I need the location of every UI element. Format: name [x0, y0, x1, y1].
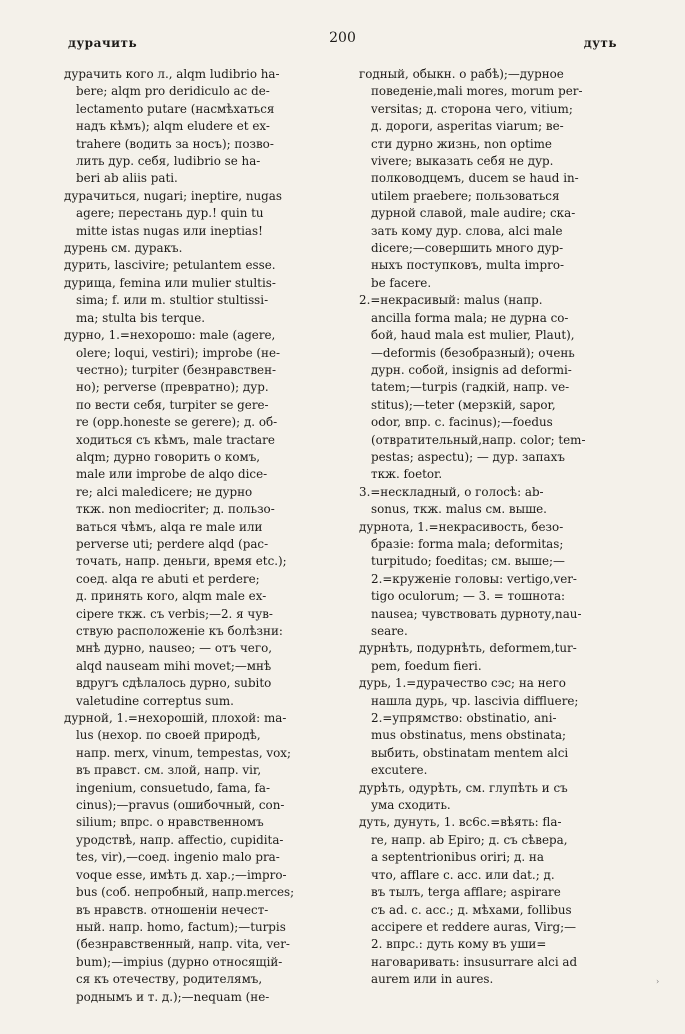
entry-line: ума сходить. [371, 798, 451, 813]
entry-headline: дурачиться, nugari; ineptire, nugas [64, 188, 282, 203]
entry-line: (безнравственный, напр. vita, ver- [76, 937, 290, 952]
entry-line: зать кому дур. слова, alci male [371, 223, 563, 238]
entry-line: bum);—impius (дурно относящiй- [76, 954, 283, 969]
dictionary-entry [359, 292, 627, 483]
entry-line: dicere;—совершить много дур- [371, 241, 564, 256]
entry-line: ся къ отечеству, родителямъ, [76, 972, 263, 987]
dictionary-entry [64, 275, 332, 327]
entry-line: voque esse, имѣть д. хар.;—impro- [76, 867, 287, 882]
entry-line: cinus);—pravus (ошибочный, con- [76, 798, 285, 813]
entry-line: bus (соб. непробный, напр.merces; [76, 885, 295, 900]
entry-line: соед. alqa re abuti et perdere; [76, 571, 260, 586]
entry-line: что, afflare с. acc. или dat.; д. [371, 867, 555, 882]
entry-headline: 2.=некрасивый: malus (напр. [359, 293, 543, 308]
entry-headline: дурѣть, одурѣть, см. глупѣть и съ [359, 780, 568, 795]
dictionary-entry [359, 780, 627, 815]
entry-line: bere; alqm pro deridiculo ac de- [76, 84, 270, 99]
entry-headline: дурь, 1.=дурачество сэс; на него [359, 676, 566, 691]
entry-headline: дурнѣть, подурнѣть, deformem,tur- [359, 641, 577, 656]
page-number: 200 [329, 30, 356, 46]
entry-line: д. принять кого, alqm male ex- [76, 589, 267, 604]
entry-line: ancilla forma mala; не дурна со- [371, 310, 569, 325]
dictionary-entry [64, 188, 332, 240]
entry-line: alqm; дурно говорить о комъ, [76, 449, 261, 464]
entry-line: re; alci maledicere; не дурно [76, 484, 253, 499]
entry-line: versitas; д. сторона чего, vitium; [371, 101, 573, 116]
entry-line: точать, напр. деньги, время etc.); [76, 554, 287, 569]
entry-line: надъ кѣмъ); alqm eludere et ex- [76, 119, 270, 134]
entry-headline: годный, обыкн. о рабѣ);—дурное [359, 67, 564, 81]
entry-line: re, напр. ab Epiro; д. съ сѣвера, [371, 832, 568, 847]
entry-line: напр. merx, vinum, tempestas, vox; [76, 745, 292, 760]
dictionary-entry [359, 66, 627, 292]
entry-line: odor, впр. с. facinus);—foedus [371, 415, 553, 430]
entry-line: pestas; aspectu); — дур. запахъ [371, 449, 565, 464]
entry-line: въ нравств. отношенiи нечест- [76, 902, 269, 917]
entry-line: выбить, obstinatam mentem alci [371, 745, 569, 760]
entry-line: мнѣ дурно, nauseo; — отъ чего, [76, 641, 273, 656]
dictionary-entry [64, 327, 332, 710]
entry-line: —deformis (безобразный); очень [371, 345, 575, 360]
entry-line: silium; впрс. о нравственномъ [76, 815, 264, 830]
entry-line: olere; loqui, vestiri); improbe (не- [76, 345, 281, 360]
entry-line: excutere. [371, 763, 428, 778]
entry-line: роднымъ и т. д.);—nequam (не- [76, 989, 270, 1004]
entry-line: pem, foedum fieri. [371, 658, 482, 673]
right-running-headword: дуть [583, 36, 617, 50]
entry-line: 2. впрс.: дуть кому въ уши= [371, 937, 547, 952]
entry-headline: дурачить кого л., alqm ludibrio ha- [64, 67, 280, 81]
entry-line: accipere et reddere auras, Virg;— [371, 919, 576, 934]
right-column [359, 66, 627, 989]
entry-line: ходиться съ кѣмъ, male tractare [76, 432, 275, 447]
dictionary-entry [359, 675, 627, 779]
entry-line: vivere; выказать себя не дур. [371, 154, 554, 169]
entry-line: ma; stulta bis terque. [76, 310, 206, 325]
entry-line: mitte istas nugas или ineptias! [76, 223, 263, 238]
dictionary-entry [64, 710, 332, 1006]
entry-line: be facere. [371, 275, 432, 290]
entry-line: д. дороги, asperitas viarum; ве- [371, 119, 564, 134]
entry-line: lus (нехор. по своей природѣ, [76, 728, 261, 743]
entry-line: seare. [371, 624, 408, 638]
entry-line: nausea; чувствовать дурноту,nau- [371, 606, 582, 621]
entry-line: tigo oculorum; — 3. = тошнота: [371, 589, 566, 604]
left-column [64, 66, 332, 1006]
entry-line: male или improbe de alqo dice- [76, 467, 268, 482]
entry-line: re (opp.honeste se gerere); д. об- [76, 415, 278, 430]
entry-line: utilem praebere; пользоваться [371, 188, 560, 203]
entry-line: cipere ткж. съ verbis;—2. я чув- [76, 606, 273, 621]
entry-line: дурной славой, male audire; ска- [371, 206, 576, 221]
entry-headline: дурень см. дуракъ. [64, 241, 183, 256]
entry-line: въ правст. см. злой, напр. vir, [76, 763, 262, 778]
entry-line: (отвратительный,напр. color; tem- [371, 432, 586, 447]
entry-headline: дурища, femina или mulier stultis- [64, 275, 276, 290]
entry-line: ткж. foetor. [371, 467, 443, 482]
entry-line: но); perverse (превратно); дур. [76, 380, 269, 395]
entry-line: sima; f. или m. stultior stultissi- [76, 293, 269, 308]
entry-line: въ тылъ, terga afflare; aspirare [371, 885, 561, 900]
entry-line: 2.=круженiе головы: vertigo,ver- [371, 571, 577, 586]
entry-line: по вести себя, turpiter se gere- [76, 397, 269, 412]
entry-line: beri ab aliis pati. [76, 171, 178, 186]
entry-line: mus obstinatus, mens obstinata; [371, 728, 567, 743]
entry-line: вдругъ сдѣлалось дурно, subito [76, 676, 272, 691]
entry-headline: 3.=нескладный, о голосѣ: ab- [359, 484, 544, 499]
dictionary-entry [359, 640, 627, 675]
entry-line: ный. напр. homo, factum);—turpis [76, 919, 286, 934]
entry-line: поведенiе,mali mores, morum per- [371, 84, 583, 99]
entry-line: alqd nauseam mihi movet;—мнѣ [76, 658, 272, 673]
entry-line: бразiе: forma mala; deformitas; [371, 536, 564, 551]
entry-line: turpitudo; foeditas; см. выше;— [371, 554, 565, 569]
entry-line: лить дур. себя, ludibrio se ha- [76, 154, 261, 169]
entry-headline: дурить, lascivire; petulantem esse. [64, 258, 276, 273]
entry-line: наговаривать: insusurrare alci ad [371, 954, 578, 969]
entry-line: perverse uti; perdere alqd (рас- [76, 536, 269, 551]
entry-line: stitus);—teter (мерзкiй, sapor, [371, 397, 556, 412]
entry-line: a septentrionibus oriri; д. на [371, 850, 544, 865]
entry-line: tatem;—turpis (гадкiй, напр. ve- [371, 380, 570, 395]
entry-line: бой, haud mala est mulier, Plaut), [371, 328, 575, 343]
page-header [60, 30, 625, 54]
entry-line: trahere (водить за носъ); позво- [76, 136, 274, 151]
entry-line: 2.=упрямство: obstinatio, ani- [371, 711, 557, 726]
entry-line: ваться чѣмъ, alqa re male или [76, 519, 263, 534]
entry-line: lectamento putare (насмѣхаться [76, 101, 275, 116]
entry-line: ткж. non mediocriter; д. пользо- [76, 502, 275, 517]
entry-line: сти дурно жизнь, non optime [371, 136, 552, 151]
entry-line: agere; перестань дур.! quin tu [76, 206, 264, 221]
dictionary-entry [64, 66, 332, 188]
corner-mark: › [656, 977, 660, 986]
entry-line: aurem или in aures. [371, 972, 494, 987]
dictionary-entry [359, 519, 627, 641]
entry-line: sonus, ткж. malus см. выше. [371, 502, 547, 517]
entry-line: tes, vir),—соед. ingenio malo pra- [76, 850, 280, 865]
dictionary-entry [64, 240, 332, 257]
entry-line: съ ad. c. acc.; д. мѣхами, follibus [371, 902, 572, 917]
entry-line: valetudine correptus sum. [76, 693, 234, 708]
left-running-headword: дурачить [68, 36, 138, 50]
entry-headline: дурно, 1.=нехорошо: male (agere, [64, 328, 276, 343]
entry-headline: дурной, 1.=нехорошiй, плохой: ma- [64, 711, 287, 726]
entry-line: нашла дурь, чр. lascivia diffluere; [371, 693, 579, 708]
entry-line: полководцемъ, ducem se haud in- [371, 171, 579, 186]
entry-line: дурн. собой, insignis ad deformi- [371, 362, 572, 377]
entry-line: ныхъ поступковъ, multa impro- [371, 258, 565, 273]
dictionary-entry [359, 814, 627, 988]
entry-line: уродствѣ, напр. affectio, cupidita- [76, 832, 284, 847]
entry-line: ствую расположенiе къ болѣзни: [76, 624, 283, 638]
entry-line: ingenium, consuetudo, fama, fa- [76, 780, 271, 795]
entry-headline: дуть, дунуть, 1. вс6с.=вѣять: fla- [359, 815, 562, 830]
entry-line: честно); turpiter (безнравствен- [76, 362, 277, 377]
entry-headline: дурнота, 1.=некрасивость, безо- [359, 519, 564, 534]
dictionary-entry [359, 484, 627, 519]
dictionary-entry [64, 257, 332, 274]
